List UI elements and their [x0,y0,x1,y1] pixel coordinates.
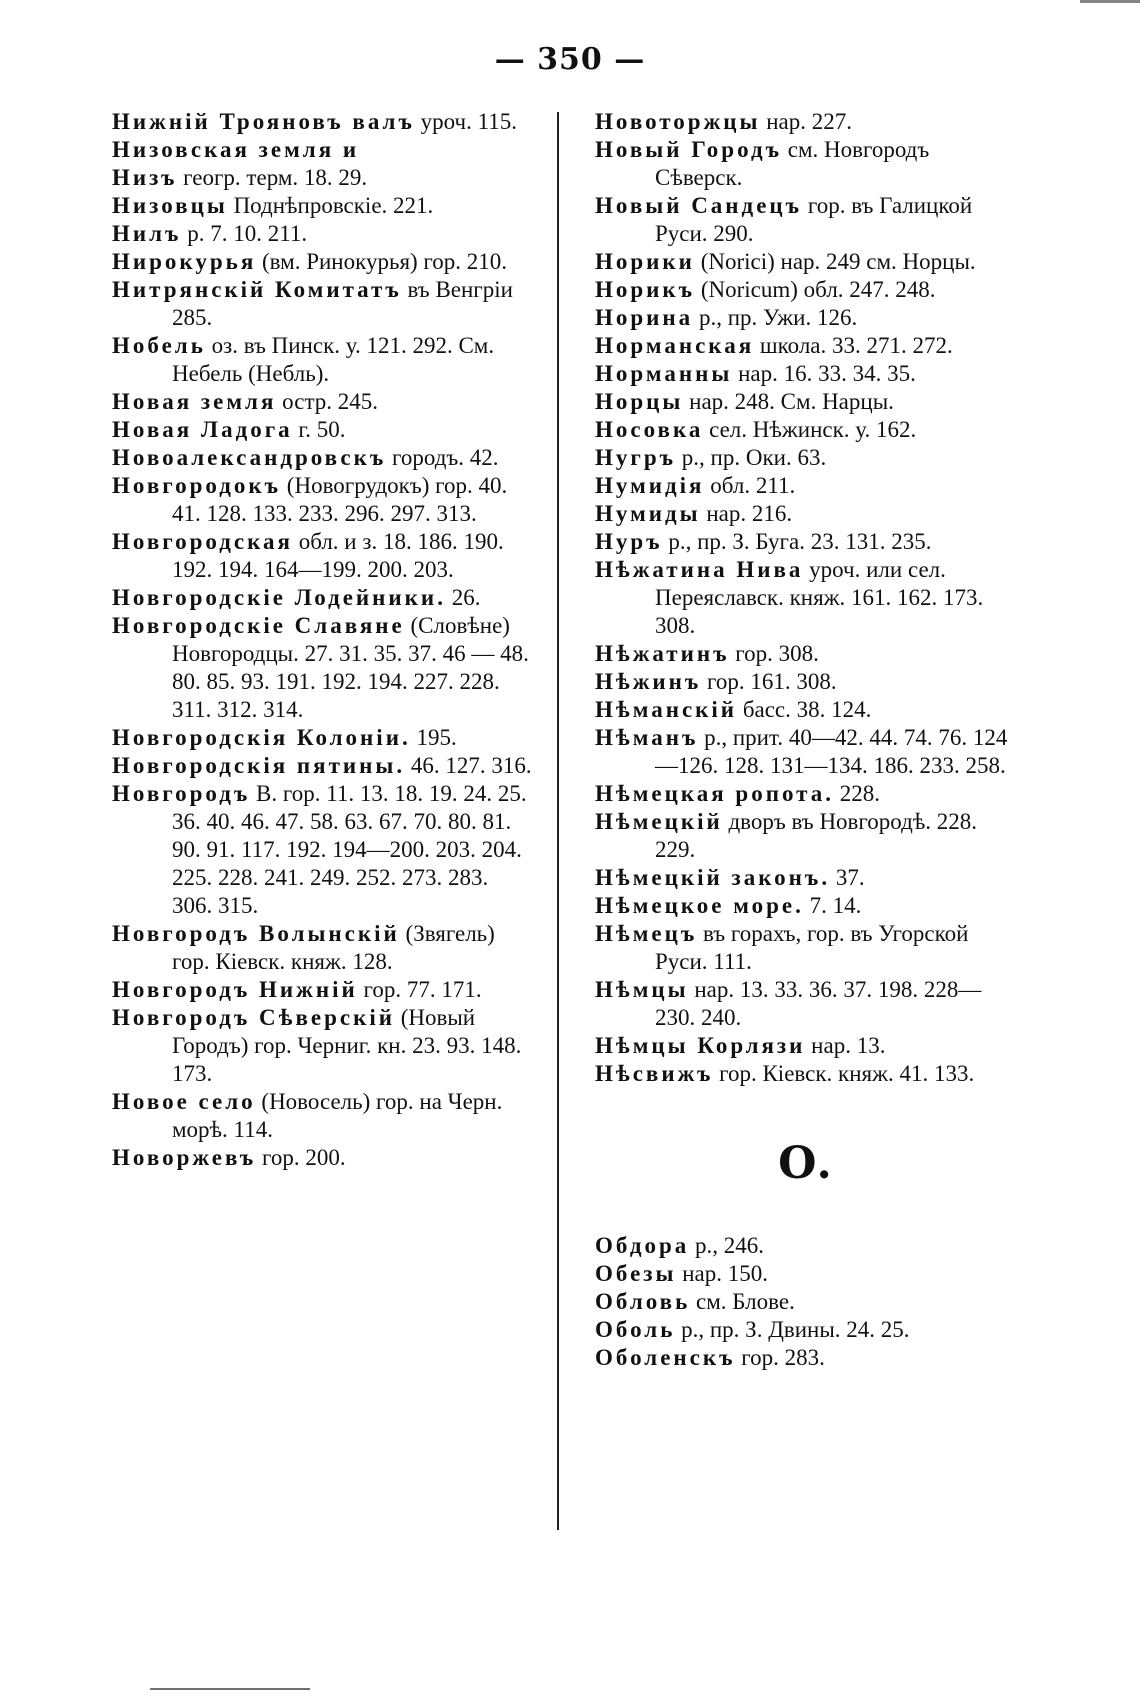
index-entry [112,1144,532,1172]
entry-headword: Нирокурья [112,249,257,274]
index-entry [112,220,532,248]
index-entry [595,1344,1015,1372]
entry-headword: Новоторжцы [595,109,761,134]
index-entry [112,388,532,416]
entry-references: р., пр. З. Двины. 24. 25. [675,1317,910,1342]
index-entry [595,528,1015,556]
entry-references: нар. 16. 33. 34. 35. [732,361,916,386]
entry-headword: Нѣмцы Корлязи [595,1033,806,1058]
page-number: — 350 — [494,42,646,77]
entry-references: обл. и з. 18. 186. 190. 192. 194. 164—199. 200. 203. [172,529,504,582]
entry-headword: Низъ [112,165,178,190]
entry-headword: Нѣманъ [595,725,699,750]
entry-headword: Новгородскія пятины. [112,753,406,778]
entry-references: (Norici) нар. 249 см. Норцы. [694,249,976,274]
index-entry [595,1260,1015,1288]
entry-headword: Нѣмцы [595,977,689,1002]
entry-references: гор. 77. 171. [357,977,482,1002]
entry-headword: Оболенскъ [595,1345,736,1370]
index-entry [112,164,532,192]
entry-headword: Носовка [595,417,704,442]
index-entry [595,444,1015,472]
entry-references: Поднѣпровскіе. 221. [227,193,434,218]
entry-headword: Нѣмецкій законъ. [595,865,831,890]
entry-references: (Новосель) гор. на Черн. морѣ. 114. [172,1089,503,1142]
entry-references: обл. 211. [704,473,796,498]
index-entry [112,612,532,724]
index-entry [595,276,1015,304]
index-entry [112,780,532,920]
index-entry [112,752,532,780]
index-entry [595,1288,1015,1316]
entry-references: гор. Кіевск. княж. 41. 133. [713,1061,975,1086]
index-entry [595,192,1015,248]
entry-references: см. Блове. [690,1289,795,1314]
entry-headword: Норикъ [595,277,696,302]
entry-references: 46. 127. 316. [405,753,532,778]
entry-headword: Нѣжинъ [595,669,702,694]
index-entry [595,1316,1015,1344]
index-entry [112,136,532,164]
index-entry [595,1232,1015,1260]
entry-references: р. 7. 10. 211. [181,221,308,246]
entry-references: 228. [834,781,880,806]
entry-headword: Норманская [595,333,755,358]
left-column [112,108,532,1172]
index-entry [112,472,532,528]
scan-bottom-mark [150,1688,310,1690]
entry-headword: Нитрянскій Комитатъ [112,277,402,302]
entry-headword: Нѣманскій [595,697,738,722]
entry-headword: Нумидія [595,473,705,498]
entry-headword: Новый Городъ [595,137,782,162]
index-entry [595,696,1015,724]
entry-references: р., прит. 40—42. 44. 74. 76. 124—126. 128. 131—134. 186. 233. 258. [655,725,1008,778]
entry-headword: Нумиды [595,501,701,526]
entry-references: (Новогрудокъ) гор. 40. 41. 128. 133. 233. 296. 297. 313. [172,473,508,526]
entry-references: геогр. терм. 18. 29. [177,165,368,190]
entry-references: В. гор. 11. 13. 18. 19. 24. 25. 36. 40. 46. 47. 58. 63. 67. 70. 80. 81. 90. 91. 117. 192. 194—200. 203. 204. 225. 228. 241. 249. 252. 273. 283. 306. 315. [172,781,527,918]
index-entry [595,780,1015,808]
index-entry [595,668,1015,696]
entry-references: въ Венгріи 285. [172,277,513,330]
entry-references: р., 246. [689,1233,764,1258]
entry-references: городъ. 42. [386,445,499,470]
entry-headword: Новоалександровскъ [112,445,387,470]
entry-references: 26. [445,585,481,610]
entry-headword: Нижній Трояновъ валъ [112,109,415,134]
entry-headword: Низовская земля и [112,137,360,162]
section-letter-o: О. [778,1138,832,1189]
index-entry [595,416,1015,444]
entry-references: школа. 33. 271. 272. [754,333,953,358]
entry-headword: Низовцы [112,193,228,218]
index-entry [595,136,1015,192]
index-entry [112,276,532,332]
entry-references: басс. 38. 124. [737,697,872,722]
entry-headword: Нѣсвижъ [595,1061,714,1086]
entry-headword: Норманны [595,361,733,386]
entry-references: см. Новгородъ Сѣверск. [655,137,930,190]
entry-references: (вм. Ринокурья) гор. 210. [256,249,508,274]
entry-headword: Новгородская [112,529,293,554]
entry-references: дворъ въ Новгородѣ. 228. 229. [655,809,978,862]
index-entry [112,920,532,976]
index-entry [112,248,532,276]
index-entry [595,248,1015,276]
entry-references: гор. 308. [729,641,819,666]
entry-headword: Нѣмецкій [595,809,723,834]
entry-headword: Новая земля [112,389,277,414]
entry-headword: Новгородокъ [112,473,282,498]
index-entry [595,556,1015,640]
entry-headword: Нуръ [595,529,663,554]
entry-headword: Нѣжатинъ [595,641,730,666]
entry-references: гор. 283. [735,1345,825,1370]
entry-references: нар. 248. См. Нарцы. [683,389,894,414]
index-entry [112,1088,532,1144]
entry-references: р., пр. Оки. 63. [676,445,827,470]
entry-headword: Нѣмецкая ропота. [595,781,834,806]
right-column [595,108,1015,1372]
entry-references: р., пр. З. Буга. 23. 131. 235. [662,529,932,554]
index-entry [595,304,1015,332]
entry-references: уроч. или сел. Переяславск. княж. 161. 162. 173. 308. [655,557,984,638]
index-entry [595,472,1015,500]
entry-headword: Оболь [595,1317,676,1342]
entry-headword: Новгородскіе Славяне [112,613,405,638]
entry-references: (Новый Городъ) гор. Черниг. кн. 23. 93. 148. 173. [172,1005,522,1086]
index-entry [112,584,532,612]
entry-references: р., пр. Ужи. 126. [693,305,858,330]
entry-references: оз. въ Пинск. у. 121. 292. См. Небель (Небль). [172,333,495,386]
entry-references: гор. въ Галицкой Руси. 290. [655,193,973,246]
entry-headword: Новоржевъ [112,1145,257,1170]
index-entry [595,332,1015,360]
entry-headword: Норцы [595,389,684,414]
entry-references: нар. 227. [760,109,852,134]
entry-headword: Новгородъ [112,781,251,806]
index-entry [595,388,1015,416]
index-entry [595,892,1015,920]
index-entry [112,108,532,136]
entry-headword: Нѣжатина Нива [595,557,804,582]
entry-references: нар. 216. [700,501,793,526]
entry-headword: Новгородъ Нижній [112,977,358,1002]
column-divider [557,112,559,1530]
index-entry [112,976,532,1004]
entry-references: нар. 13. 33. 36. 37. 198. 228—230. 240. [655,977,982,1030]
index-entry [595,360,1015,388]
entry-references: 7. 14. [803,893,862,918]
entry-headword: Нугръ [595,445,677,470]
entry-headword: Новгородскія Колоніи. [112,725,411,750]
index-entry [112,192,532,220]
index-entry [112,528,532,584]
entry-headword: Новгородъ Сѣверскій [112,1005,395,1030]
index-entry [112,416,532,444]
entry-headword: Новгородъ Волынскій [112,921,400,946]
entry-references: нар. 150. [676,1261,769,1286]
index-entry [595,1032,1015,1060]
index-entry [595,864,1015,892]
entry-headword: Обдора [595,1233,690,1258]
entry-headword: Нѣмецкое море. [595,893,804,918]
entry-references: (Noricum) обл. 247. 248. [695,277,936,302]
entry-headword: Норики [595,249,695,274]
entry-references: 195. [410,725,457,750]
entry-headword: Нѣмецъ [595,921,698,946]
index-entry [112,724,532,752]
index-entry [595,1060,1015,1088]
index-entry [112,1004,532,1088]
entry-headword: Новый Сандецъ [595,193,803,218]
scan-edge-mark [1080,0,1140,3]
index-entry [595,920,1015,976]
entry-references: сел. Нѣжинск. у. 162. [703,417,917,442]
entry-references: г. 50. [292,417,346,442]
entry-headword: Норина [595,305,694,330]
index-entry [595,808,1015,864]
entry-references: въ горахъ, гор. въ Угорской Руси. 111. [655,921,969,974]
right-column-n-entries [595,108,1015,1088]
entry-headword: Новая Ладога [112,417,293,442]
index-entry [595,640,1015,668]
entry-references: гор. 200. [256,1145,346,1170]
right-column-o-entries [595,1232,1015,1372]
index-entry [112,444,532,472]
entry-references: 37. [830,865,865,890]
entry-references: (Звягель) гор. Кіевск. княж. 128. [172,921,495,974]
entry-headword: Нилъ [112,221,182,246]
index-entry [595,724,1015,780]
entry-headword: Нобель [112,333,206,358]
entry-references: нар. 13. [805,1033,886,1058]
index-entry [595,976,1015,1032]
entry-references: гор. 161. 308. [701,669,837,694]
entry-headword: Новгородскіе Лодейники. [112,585,446,610]
index-entry [112,332,532,388]
entry-references: остр. 245. [276,389,379,414]
entry-headword: Обезы [595,1261,677,1286]
index-entry [595,108,1015,136]
entry-headword: Обловь [595,1289,691,1314]
entry-references: уроч. 115. [414,109,517,134]
entry-headword: Новое село [112,1089,256,1114]
entry-references: (Словѣне) Новгородцы. 27. 31. 35. 37. 46 — 48. 80. 85. 93. 191. 192. 194. 227. 228. 311. 312. 314. [172,613,529,722]
index-entry [595,500,1015,528]
